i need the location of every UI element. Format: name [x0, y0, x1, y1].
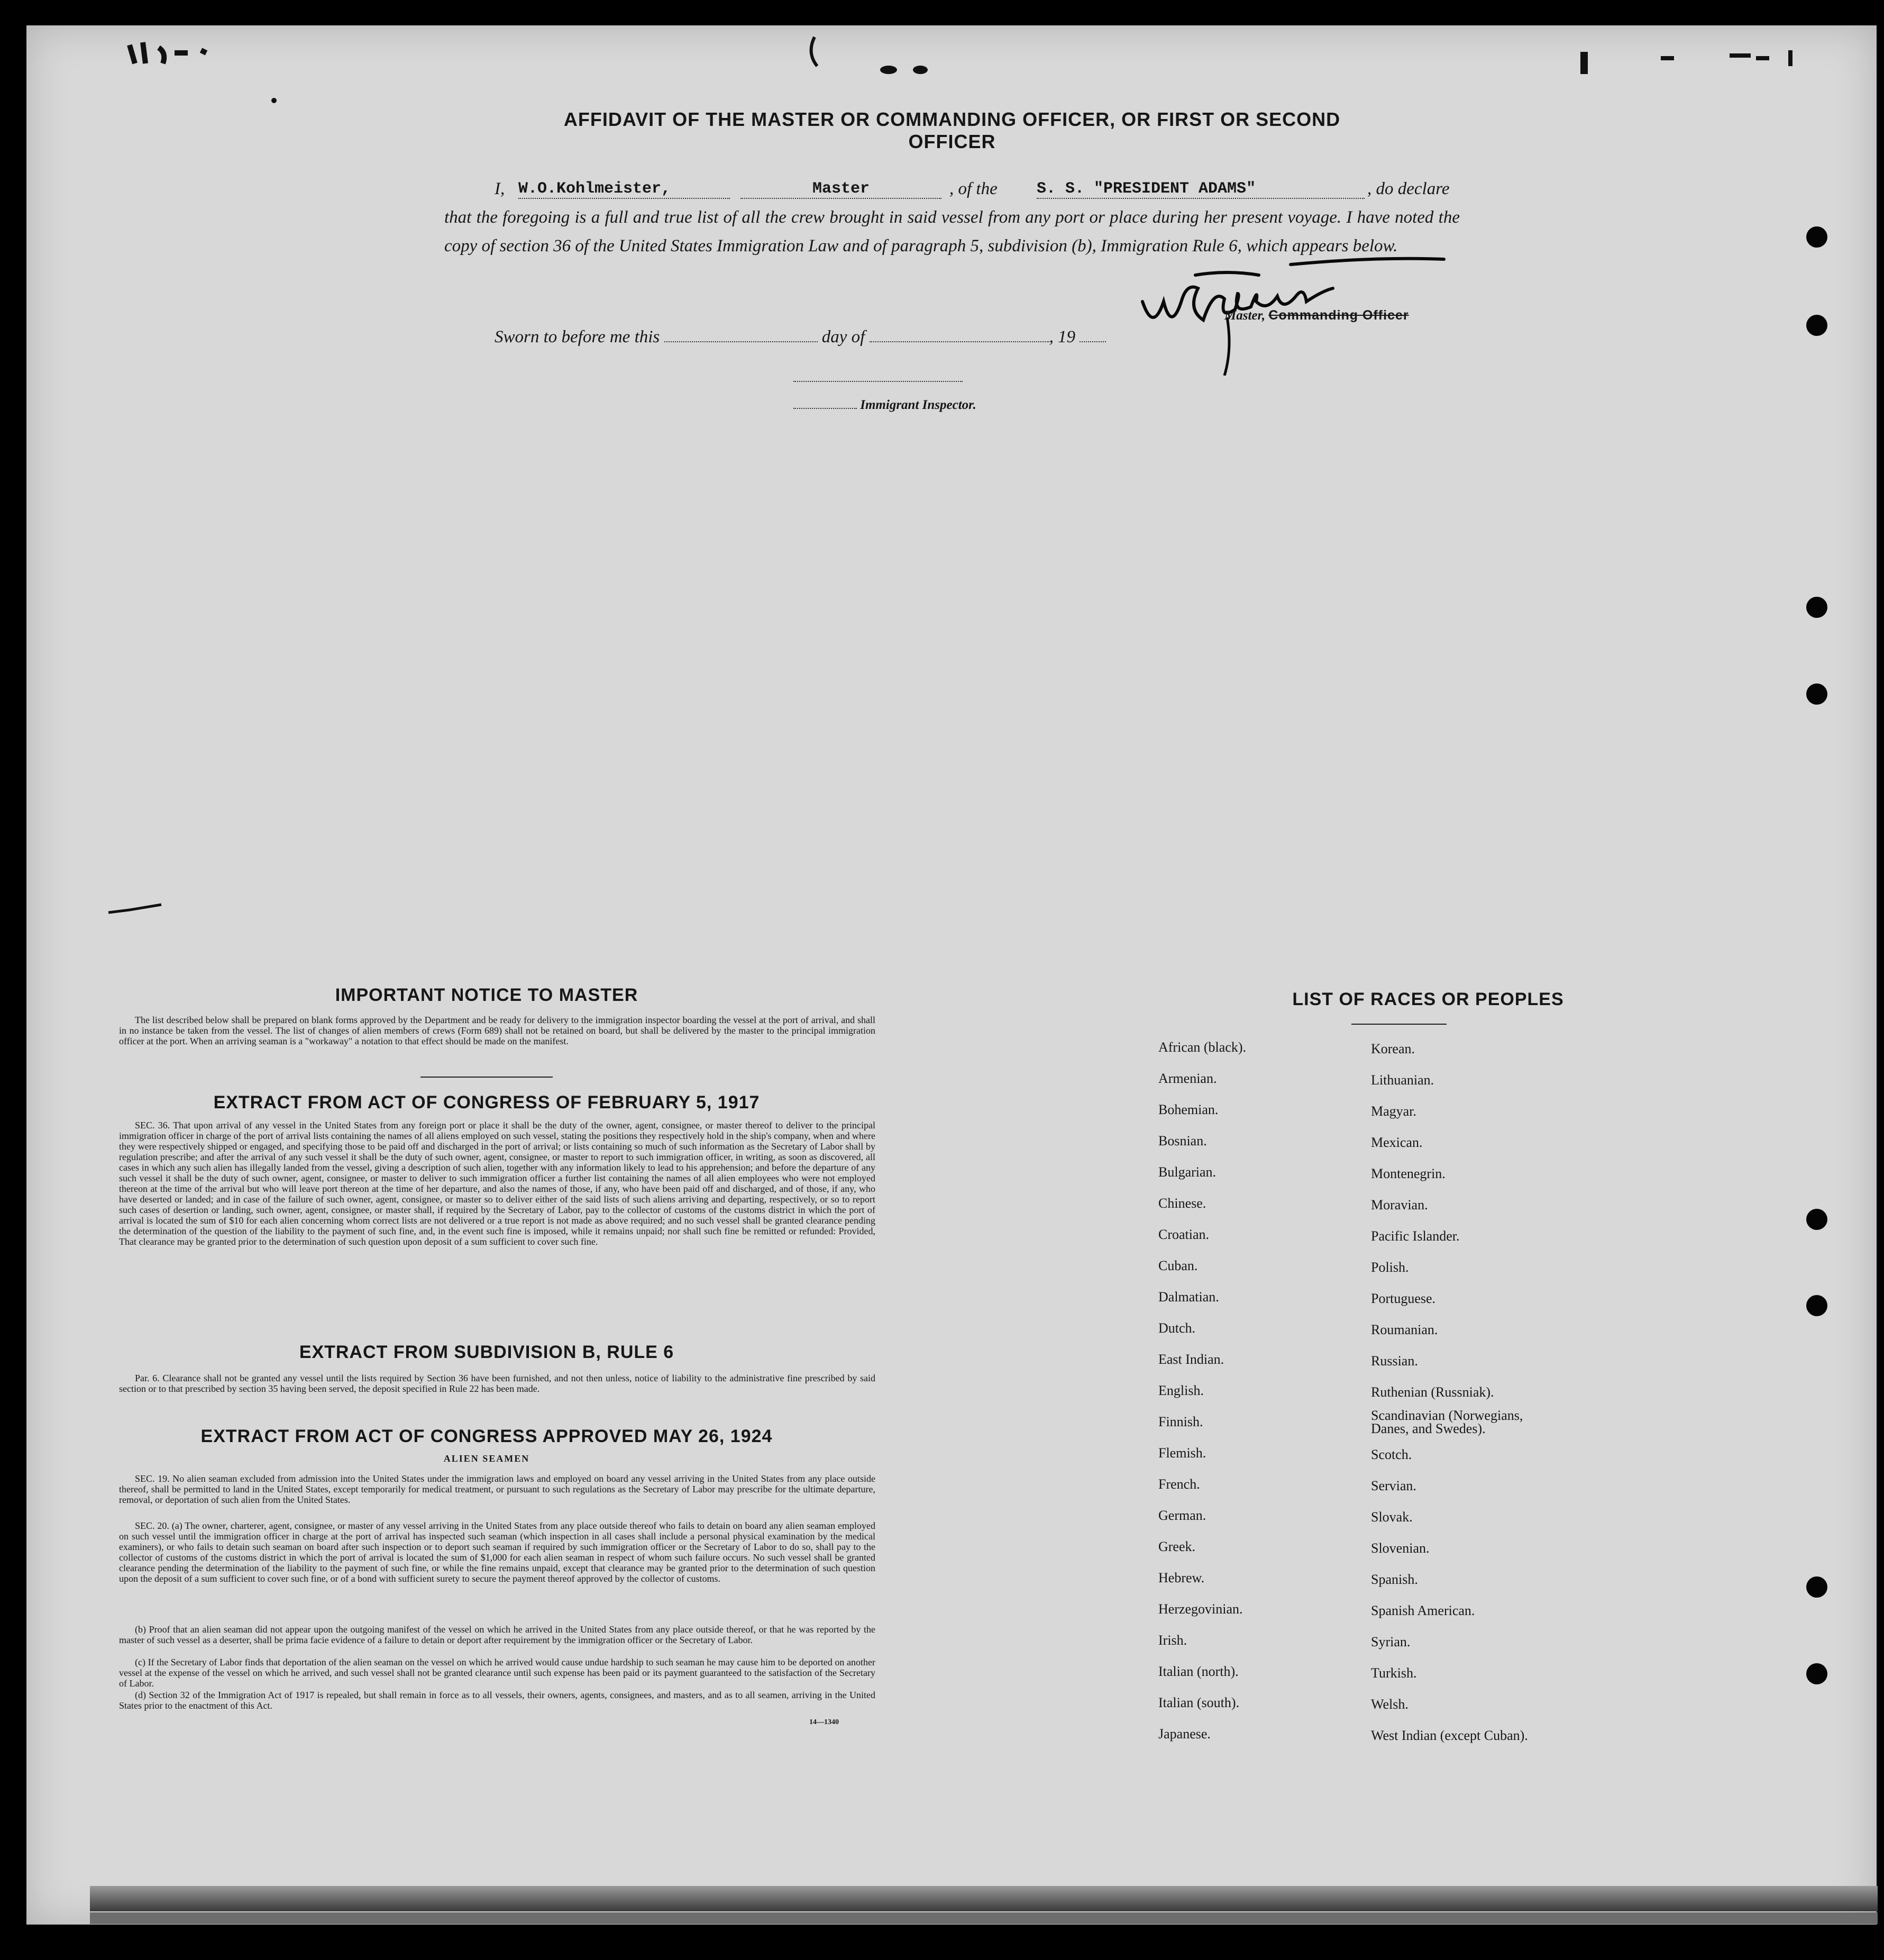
race-item: Russian.	[1371, 1353, 1418, 1369]
race-item: French.	[1158, 1476, 1200, 1492]
race-item: Irish.	[1158, 1633, 1187, 1648]
inspector-label: Immigrant Inspector.	[860, 398, 976, 412]
section-divider	[420, 1077, 553, 1078]
sworn-month-blank	[870, 325, 1049, 342]
race-item: Scandinavian (Norwegians, Danes, and Swedes).	[1371, 1408, 1523, 1436]
race-item: Armenian.	[1158, 1071, 1217, 1086]
sworn-line	[495, 325, 1182, 347]
race-item: Dutch.	[1158, 1320, 1196, 1336]
master-label: Master,	[1224, 308, 1266, 323]
form-number: 14—1340	[809, 1718, 839, 1726]
race-item: Moravian.	[1371, 1197, 1428, 1213]
race-item: Bohemian.	[1158, 1102, 1219, 1117]
race-item: Japanese.	[1158, 1726, 1211, 1742]
race-item: Bosnian.	[1158, 1133, 1207, 1148]
race-item: Roumanian.	[1371, 1322, 1438, 1337]
race-item: Turkish.	[1371, 1665, 1417, 1681]
race-item: African (black).	[1158, 1040, 1247, 1055]
race-item: Ruthenian (Russniak).	[1371, 1384, 1494, 1400]
sec20d-text: (d) Section 32 of the Immigration Act of 1917 is repealed, but shall remain in force as to all vessels, their owners, agents, consignees, and masters, and as to all seamen, arriving in the United States prior to the enactment of this Act.	[119, 1690, 875, 1711]
binder-hole	[1806, 1576, 1827, 1598]
sec19-text: SEC. 19. No alien seaman excluded from admission into the United States under the immigration laws and employed on board any vessel arriving in the United States from any place outside thereof, shall be permitted to land in the United States, except temporarily for medical treatment, or pursuant to such regulations as the Secretary of Labor may prescribe for the ultimate departure, removal, or deportation of such alien from the United States.	[119, 1473, 875, 1505]
master-name-field: W.O.Kohlmeister,	[518, 175, 730, 199]
extract-rule6-text: Par. 6. Clearance shall not be granted any vessel until the lists required by Section 36 have been furnished, and not then unless, notice of liability to the administrative fine prescribed by said section or to that prescribed by section 35 having been served, the deposit specified in Rule 22 has been made.	[119, 1373, 875, 1394]
inspector-blank	[793, 399, 857, 409]
inspector-signature-line	[793, 381, 963, 382]
affidavit-title: AFFIDAVIT OF THE MASTER OR COMMANDING OFFICER, OR FIRST OR SECOND OFFICER	[563, 108, 1341, 152]
sworn-day-of: day of	[821, 327, 865, 347]
declaration-line	[444, 175, 1460, 203]
race-item: Dalmatian.	[1158, 1289, 1219, 1305]
race-item: Korean.	[1371, 1041, 1415, 1056]
race-item: Polish.	[1371, 1260, 1409, 1275]
binder-hole	[1806, 683, 1827, 705]
race-item: Italian (south).	[1158, 1695, 1240, 1710]
race-item: Lithuanian.	[1371, 1072, 1434, 1088]
race-item: Portuguese.	[1371, 1291, 1436, 1306]
master-struck-title: Commanding Officer	[1268, 308, 1409, 323]
race-item: Spanish.	[1371, 1572, 1418, 1587]
race-item: Bulgarian.	[1158, 1164, 1217, 1180]
binder-hole	[1806, 1663, 1827, 1684]
rank-field: Master	[740, 175, 941, 199]
race-item: German.	[1158, 1508, 1206, 1523]
race-item: Magyar.	[1371, 1104, 1416, 1119]
binder-hole	[1806, 1295, 1827, 1316]
binder-hole	[1806, 1209, 1827, 1230]
sec20a-text: SEC. 20. (a) The owner, charterer, agent, consignee, or master of any vessel arriving in the United States from any place outside thereof who fails to detain on board any alien seaman employed on such vessel until the immigration officer in charge at the port of arrival has inspected such seaman (which inspection in all cases shall include a personal physical examination by the medical examiners), or who fails to detain such seaman on board after such inspection or to deport such seaman if required by such immigration officer or the Secretary of Labor to do so, shall pay to the collector of customs of the customs district in which the port of arrival is located the sum of $1,000 for each alien seaman in respect of whom such failure occurs. No such vessel shall be granted clearance pending the determination of the liability to the payment of such fine, or while the fine remains unpaid, except that clearance may be granted prior to the determination of such question upon the deposit of a sum sufficient to cover such fine, or of a bond with sufficient surety to secure the payment thereof approved by the collector of customs.	[119, 1520, 875, 1584]
scan-artifacts	[0, 0, 1884, 116]
pencil-mark	[106, 899, 169, 920]
race-item: Croatian.	[1158, 1227, 1210, 1242]
race-item: English.	[1158, 1383, 1204, 1398]
alien-seamen-subtitle: ALIEN SEAMEN	[443, 1453, 530, 1464]
sworn-day-blank	[664, 325, 818, 342]
affidavit-declaration	[444, 175, 1460, 260]
scan-edge-strip	[90, 1912, 1878, 1924]
race-item: Montenegrin.	[1371, 1166, 1446, 1181]
scan-edge-shadow	[90, 1886, 1878, 1911]
race-item: West Indian (except Cuban).	[1371, 1728, 1528, 1743]
race-item: East Indian.	[1158, 1352, 1224, 1367]
race-item: Herzegovinian.	[1158, 1601, 1243, 1617]
sworn-label: Sworn to before me this	[495, 327, 660, 347]
sworn-year-blank	[1080, 325, 1106, 342]
of-the-text: , of the	[949, 179, 998, 198]
sworn-year: , 19	[1049, 327, 1076, 347]
race-item: Welsh.	[1371, 1697, 1409, 1712]
race-item: Flemish.	[1158, 1445, 1206, 1461]
binder-hole	[1806, 315, 1827, 336]
race-item: Servian.	[1371, 1478, 1416, 1493]
declaration-body: that the foregoing is a full and true list of all the crew brought in said vessel from any port or place during her present voyage. I have noted the copy of section 36 of the United States Immigration Law and of paragraph 5, subdivision (b), Immigration Rule 6, which appears below.	[444, 208, 1460, 256]
races-title: LIST OF RACES OR PEOPLES	[1292, 989, 1564, 1009]
race-item: Scotch.	[1371, 1447, 1412, 1462]
race-item: Pacific Islander.	[1371, 1228, 1460, 1244]
race-item: Syrian.	[1371, 1634, 1411, 1649]
inspector-caption	[793, 398, 1021, 413]
race-item: Chinese.	[1158, 1196, 1206, 1211]
race-item: Italian (north).	[1158, 1664, 1239, 1679]
vessel-name-field: S. S. "PRESIDENT ADAMS"	[1037, 175, 1365, 199]
race-item: Greek.	[1158, 1539, 1196, 1554]
do-declare-text: , do declare	[1367, 179, 1450, 198]
race-item: Finnish.	[1158, 1414, 1203, 1429]
extract-rule6-title: EXTRACT FROM SUBDIVISION B, RULE 6	[299, 1342, 674, 1362]
race-item: Slovenian.	[1371, 1540, 1430, 1556]
extract-1924-title: EXTRACT FROM ACT OF CONGRESS APPROVED MAY 26, 1924	[200, 1426, 773, 1446]
race-item: Mexican.	[1371, 1135, 1423, 1150]
notice-title: IMPORTANT NOTICE TO MASTER	[335, 985, 638, 1005]
race-item: Cuban.	[1158, 1258, 1198, 1273]
notice-text: The list described below shall be prepared on blank forms approved by the Department and be ready for delivery to the immigration inspector boarding the vessel at the port of arrival, and shall in no instance be taken from the vessel. The list of changes of alien members of crews (Form 689) shall not be retained on board, but shall be delivered by the master to the principal immigration officer at the port. When an arriving seaman is a "workaway" a notation to that effect should be made on the manifest.	[119, 1015, 875, 1046]
extract-1917-text: SEC. 36. That upon arrival of any vessel in the United States from any foreign port or place it shall be the duty of the owner, agent, consignee, or master thereof to deliver to the principal immigration officer in charge of the port of arrival lists containing the names of all aliens employed on such vessel, stating the positions they respectively hold in the ship's company, when and where they were respectively shipped or engaged, and specifying those to be paid off and discharged in the port of arrival; or lists containing so much of such information as the Secretary of Labor shall by regulation prescribe; and after the arrival of any such vessel it shall be the duty of such owner, agent, consignee, or master to report to such immigration officer, in writing, as soon as discovered, all cases in which any such alien has illegally landed from the vessel, giving a description of such alien, together with any information likely to lead to his apprehension; and before the departure of any such vessel it shall be the duty of such owner, agent, consignee, or master to deliver to such immigration officer a further list containing the names of all alien employees who were not employed thereon at the time of the arrival but who will leave port thereon at the time of her departure, and also the names of those, if any, who have been paid off and discharged, and of those, if any, who have deserted or landed; and in case of the failure of such owner, agent, consignee, or master so to deliver either of the said lists of such aliens arriving and departing, respectively, or so to report such cases of desertion or landing, such owner, agent, consignee, or master shall, if required by the Secretary of Labor, pay to the collector of customs of the customs district in which the port of arrival is located the sum of $10 for each alien concerning whom correct lists are not delivered or a true report is not made as above required; and no such vessel shall be granted clearance pending the determination of the question of the liability to the payment of such fine, and, in the event such fine is imposed, while it remains unpaid; nor shall such fine be remitted or refunded: Provided, That clearance may be granted prior to the determination of such question upon deposit of a sum sufficient to cover such fine.	[119, 1120, 875, 1247]
declaration-prefix: I,	[495, 179, 505, 198]
sec20b-text: (b) Proof that an alien seaman did not appear upon the outgoing manifest of the vessel on which he arrived in the United States from any place outside thereof, or that he was reported by the master of such vessel as a deserter, shall be prima facie evidence of a failure to detain or deport after requirement by the immigration officer or the Secretary of Labor.	[119, 1624, 875, 1645]
master-signature-label	[1224, 308, 1409, 323]
race-item: Hebrew.	[1158, 1570, 1205, 1585]
extract-1917-title: EXTRACT FROM ACT OF CONGRESS OF FEBRUARY 5, 1917	[213, 1092, 760, 1113]
race-item: Spanish American.	[1371, 1603, 1475, 1618]
sec20c-text: (c) If the Secretary of Labor finds that deportation of the alien seaman on the vessel on which he arrived would cause undue hardship to such seaman he may cause him to be deported on another vessel at the expense of the vessel on which he arrived, and such vessel shall not be granted clearance until such expense has been paid or its payment guaranteed to the satisfaction of the Secretary of Labor.	[119, 1657, 875, 1689]
races-divider	[1351, 1024, 1447, 1025]
binder-hole	[1806, 226, 1827, 248]
race-item: Slovak.	[1371, 1509, 1413, 1525]
binder-hole	[1806, 597, 1827, 618]
